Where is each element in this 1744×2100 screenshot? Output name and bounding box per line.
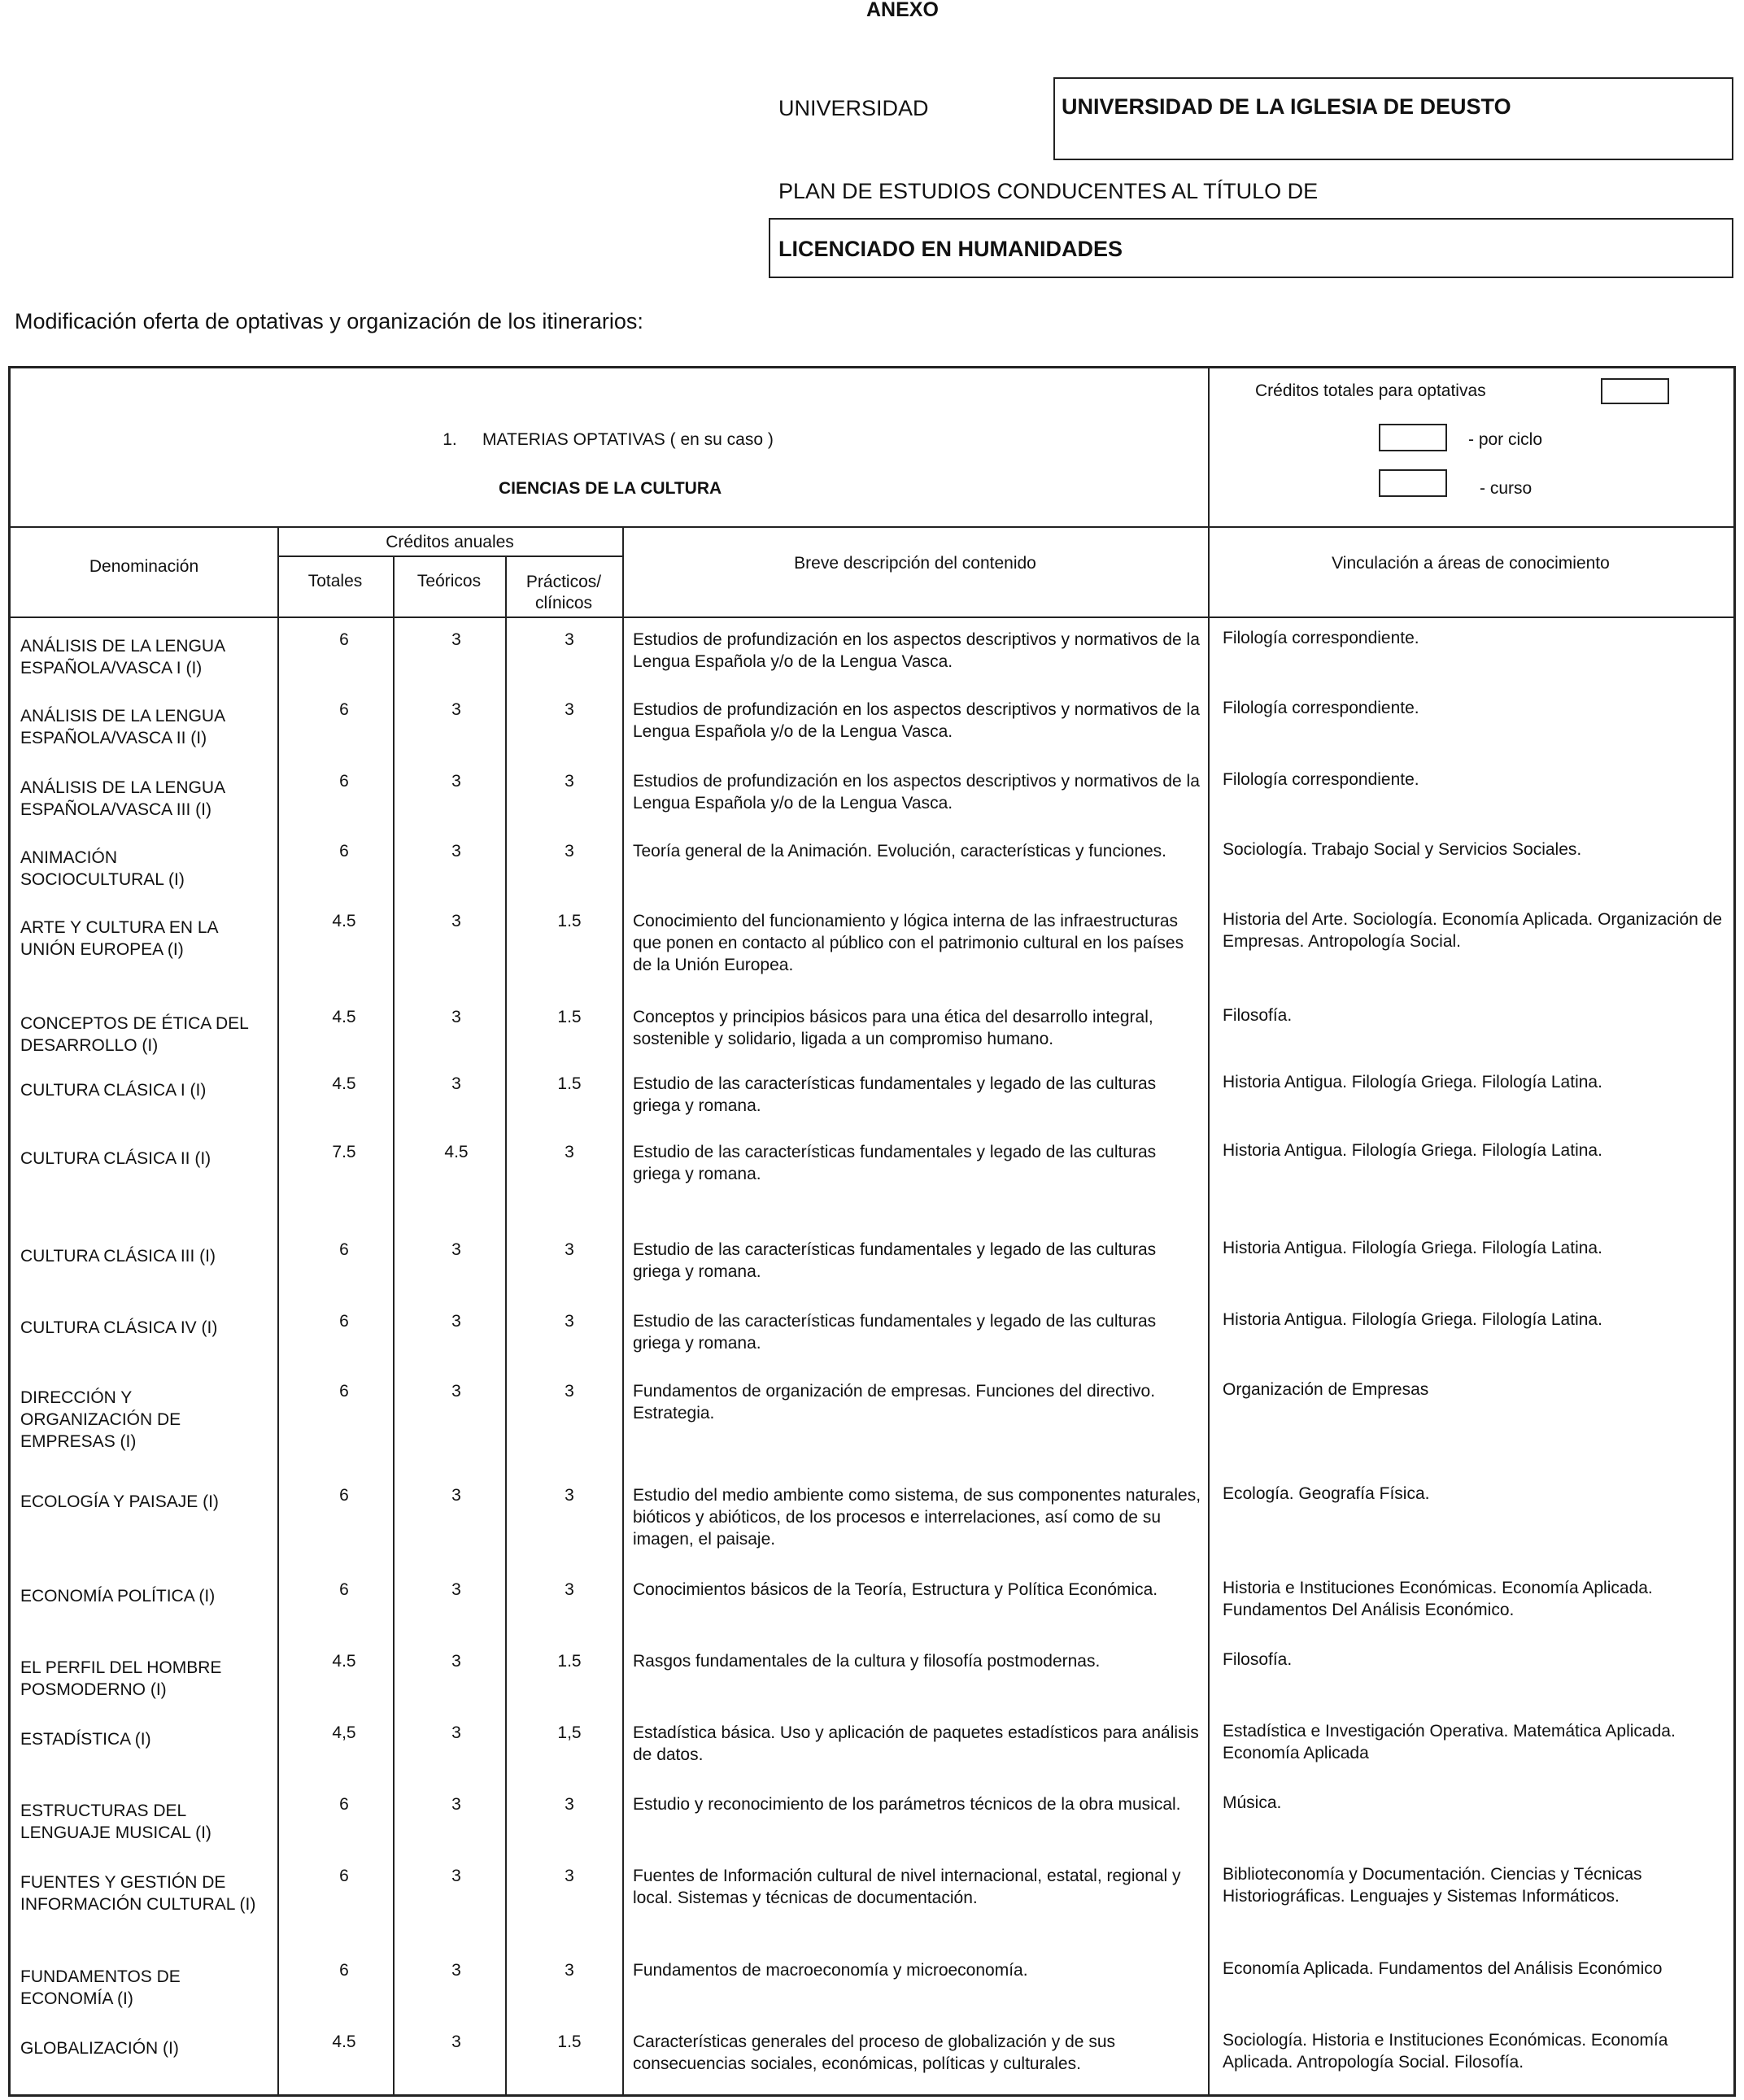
plan-label: PLAN DE ESTUDIOS CONDUCENTES AL TÍTULO DE xyxy=(778,179,1319,203)
credits-total: 4.5 xyxy=(332,1652,356,1671)
credits-total: 6 xyxy=(339,630,349,649)
credits-total: 6 xyxy=(339,842,349,860)
knowledge-area: Economía Aplicada. Fundamentos del Análisis Económico xyxy=(1223,1959,1663,1978)
knowledge-area: Filología correspondiente. xyxy=(1223,770,1419,789)
university-label: UNIVERSIDAD xyxy=(778,96,929,120)
credits-practice: 1.5 xyxy=(557,1008,582,1026)
course-description: Estudio de las características fundamentales y legado de las culturas griega y romana. xyxy=(633,1240,1157,1281)
credits-practice: 3 xyxy=(565,1867,574,1885)
materias-title: MATERIAS OPTATIVAS ( en su caso ) xyxy=(482,430,774,449)
course-name: ECONOMÍA POLÍTICA (I) xyxy=(20,1587,216,1605)
knowledge-area: Historia Antigua. Filología Griega. Filología Latina. xyxy=(1223,1239,1602,1257)
course-name: ANÁLISIS DE LA LENGUA ESPAÑOLA/VASCA III (I) xyxy=(20,778,225,819)
column-header-bottom xyxy=(11,616,1733,618)
credits-practice: 3 xyxy=(565,1795,574,1814)
col-denominacion: Denominación xyxy=(89,557,199,576)
course-name: CONCEPTOS DE ÉTICA DEL DESARROLLO (I) xyxy=(20,1014,249,1055)
col-divider-5 xyxy=(1208,526,1210,2094)
knowledge-area: Organización de Empresas xyxy=(1223,1380,1429,1399)
per-cycle-label: - por ciclo xyxy=(1468,430,1543,449)
course-description: Estadística básica. Uso y aplicación de paquetes estadísticos para análisis de datos. xyxy=(633,1723,1199,1764)
credits-total: 6 xyxy=(339,1382,349,1401)
course-name: ARTE Y CULTURA EN LA UNIÓN EUROPEA (I) xyxy=(20,918,218,959)
credits-practice: 1.5 xyxy=(557,912,582,930)
knowledge-area: Historia Antigua. Filología Griega. Filología Latina. xyxy=(1223,1141,1602,1160)
knowledge-area: Historia Antigua. Filología Griega. Filología Latina. xyxy=(1223,1073,1602,1091)
knowledge-area: Música. xyxy=(1223,1793,1282,1812)
credits-practice: 1.5 xyxy=(557,1074,582,1093)
credits-total: 6 xyxy=(339,1867,349,1885)
course-name: CULTURA CLÁSICA II (I) xyxy=(20,1149,211,1168)
knowledge-area: Filosofía. xyxy=(1223,1650,1293,1669)
credits-theory: 3 xyxy=(451,1240,461,1259)
knowledge-area: Sociología. Historia e Instituciones Económicas. Economía Aplicada. Antropología Social. Filosofía. xyxy=(1223,2031,1668,2072)
credits-theory: 3 xyxy=(451,1486,461,1505)
credits-practice: 1,5 xyxy=(557,1723,582,1742)
course-description: Conocimientos básicos de la Teoría, Estructura y Política Económica. xyxy=(633,1580,1158,1599)
course-name: CULTURA CLÁSICA I (I) xyxy=(20,1081,207,1100)
credits-total: 6 xyxy=(339,1961,349,1980)
credits-total: 6 xyxy=(339,1795,349,1814)
knowledge-area: Filología correspondiente. xyxy=(1223,629,1419,647)
course-name: EL PERFIL DEL HOMBRE POSMODERNO (I) xyxy=(20,1658,222,1699)
credits-practice: 3 xyxy=(565,1580,574,1599)
course-description: Conceptos y principios básicos para una ética del desarrollo integral, sostenible y solidario, ligada a un compromiso humano. xyxy=(633,1008,1153,1048)
course-name: ESTRUCTURAS DEL LENGUAJE MUSICAL (I) xyxy=(20,1802,211,1842)
credits-theory: 3 xyxy=(451,1652,461,1671)
credits-total: 4.5 xyxy=(332,1008,356,1026)
course-name: ANÁLISIS DE LA LENGUA ESPAÑOLA/VASCA I (I) xyxy=(20,637,225,677)
credits-total: 6 xyxy=(339,1580,349,1599)
per-course-box xyxy=(1379,469,1447,497)
credits-theory: 3 xyxy=(451,1312,461,1331)
credits-total: 4.5 xyxy=(332,1074,356,1093)
top-right-divider xyxy=(1208,368,1210,526)
course-description: Fundamentos de macroeconomía y microeconomía. xyxy=(633,1961,1028,1980)
credits-theory: 3 xyxy=(451,1867,461,1885)
courses-table xyxy=(8,366,1736,2097)
course-description: Conocimiento del funcionamiento y lógica interna de las infraestructuras que ponen en contacto al público con el patrimonio cultural en los países de la Unión Europea. xyxy=(633,912,1184,974)
credits-theory: 4.5 xyxy=(444,1143,469,1161)
header-divider xyxy=(11,526,1733,528)
modification-note: Modificación oferta de optativas y organización de los itinerarios: xyxy=(15,309,643,333)
credits-total: 7.5 xyxy=(332,1143,356,1161)
credits-total: 4.5 xyxy=(332,912,356,930)
col-divider-4 xyxy=(622,526,624,2094)
course-name: FUNDAMENTOS DE ECONOMÍA (I) xyxy=(20,1967,181,2008)
course-name: DIRECCIÓN Y ORGANIZACIÓN DE EMPRESAS (I) xyxy=(20,1388,181,1451)
annex-title: ANEXO xyxy=(866,0,939,21)
credits-theory: 3 xyxy=(451,2032,461,2051)
university-name: UNIVERSIDAD DE LA IGLESIA DE DEUSTO xyxy=(1062,94,1511,119)
total-credits-label: Créditos totales para optativas xyxy=(1255,381,1486,400)
credits-practice: 3 xyxy=(565,1382,574,1401)
course-description: Estudios de profundización en los aspectos descriptivos y normativos de la Lengua Española y/o de la Lengua Vasca. xyxy=(633,700,1200,741)
credits-total: 6 xyxy=(339,1486,349,1505)
col-creditos-anuales: Créditos anuales xyxy=(386,533,514,551)
credits-practice: 1.5 xyxy=(557,1652,582,1671)
course-description: Características generales del proceso de globalización y de sus consecuencias sociales, económicas, políticas y culturales. xyxy=(633,2032,1115,2073)
credits-theory: 3 xyxy=(451,1723,461,1742)
credits-practice: 3 xyxy=(565,1486,574,1505)
credits-total: 6 xyxy=(339,700,349,719)
credits-theory: 3 xyxy=(451,1795,461,1814)
course-description: Estudio de las características fundamentales y legado de las culturas griega y romana. xyxy=(633,1074,1157,1115)
credits-practice: 3 xyxy=(565,1240,574,1259)
credits-total: 4.5 xyxy=(332,2032,356,2051)
credits-practice: 3 xyxy=(565,1312,574,1331)
course-description: Estudio de las características fundamentales y legado de las culturas griega y romana. xyxy=(633,1143,1157,1183)
course-description: Estudio del medio ambiente como sistema, de sus componentes naturales, bióticos y abióticos, de los procesos e interrelaciones, así como de su imagen, el paisaje. xyxy=(633,1486,1201,1549)
credits-theory: 3 xyxy=(451,1961,461,1980)
knowledge-area: Sociología. Trabajo Social y Servicios Sociales. xyxy=(1223,840,1582,859)
col-descripcion: Breve descripción del contenido xyxy=(794,554,1036,573)
per-cycle-box xyxy=(1379,424,1447,451)
course-description: Estudios de profundización en los aspectos descriptivos y normativos de la Lengua Española y/o de la Lengua Vasca. xyxy=(633,772,1200,813)
credits-practice: 3 xyxy=(565,842,574,860)
credits-theory: 3 xyxy=(451,1074,461,1093)
col-vinculacion: Vinculación a áreas de conocimiento xyxy=(1332,554,1610,573)
course-name: CULTURA CLÁSICA III (I) xyxy=(20,1247,216,1266)
credits-total: 6 xyxy=(339,772,349,791)
credits-practice: 3 xyxy=(565,630,574,649)
knowledge-area: Filología correspondiente. xyxy=(1223,699,1419,717)
col-practicos: Prácticos/ clínicos xyxy=(525,573,602,612)
knowledge-area: Estadística e Investigación Operativa. Matemática Aplicada. Economía Aplicada xyxy=(1223,1722,1676,1762)
credits-theory: 3 xyxy=(451,630,461,649)
course-name: FUENTES Y GESTIÓN DE INFORMACIÓN CULTURAL (I) xyxy=(20,1873,256,1914)
knowledge-area: Historia e Instituciones Económicas. Economía Aplicada. Fundamentos Del Análisis Económico. xyxy=(1223,1579,1653,1619)
col-teoricos: Teóricos xyxy=(416,572,482,590)
credits-practice: 3 xyxy=(565,1961,574,1980)
col-divider-1 xyxy=(277,526,279,2094)
col-totales: Totales xyxy=(307,572,363,590)
course-name: ECOLOGÍA Y PAISAJE (I) xyxy=(20,1492,219,1511)
course-description: Fundamentos de organización de empresas. Funciones del directivo. Estrategia. xyxy=(633,1382,1156,1423)
course-description: Rasgos fundamentales de la cultura y filosofía postmodernas. xyxy=(633,1652,1101,1671)
course-description: Teoría general de la Animación. Evolución, características y funciones. xyxy=(633,842,1167,860)
knowledge-area: Historia Antigua. Filología Griega. Filología Latina. xyxy=(1223,1310,1602,1329)
credits-theory: 3 xyxy=(451,912,461,930)
credits-subdivider xyxy=(277,555,622,557)
credits-theory: 3 xyxy=(451,842,461,860)
course-name: ANÁLISIS DE LA LENGUA ESPAÑOLA/VASCA II (I) xyxy=(20,707,225,747)
course-name: CULTURA CLÁSICA IV (I) xyxy=(20,1318,218,1337)
credits-total: 4,5 xyxy=(332,1723,356,1742)
credits-practice: 3 xyxy=(565,700,574,719)
course-name: ANIMACIÓN SOCIOCULTURAL (I) xyxy=(20,848,185,889)
credits-total: 6 xyxy=(339,1312,349,1331)
course-description: Estudios de profundización en los aspectos descriptivos y normativos de la Lengua Española y/o de la Lengua Vasca. xyxy=(633,630,1200,671)
knowledge-area: Ecología. Geografía Física. xyxy=(1223,1484,1430,1503)
section-title: CIENCIAS DE LA CULTURA xyxy=(499,479,722,498)
per-course-label: - curso xyxy=(1480,479,1533,498)
credits-practice: 1.5 xyxy=(557,2032,582,2051)
credits-theory: 3 xyxy=(451,772,461,791)
course-description: Estudio y reconocimiento de los parámetros técnicos de la obra musical. xyxy=(633,1795,1181,1814)
credits-practice: 3 xyxy=(565,772,574,791)
course-description: Estudio de las características fundamentales y legado de las culturas griega y romana. xyxy=(633,1312,1157,1353)
knowledge-area: Biblioteconomía y Documentación. Ciencias y Técnicas Historiográficas. Lenguajes y Sistemas Informáticos. xyxy=(1223,1865,1642,1906)
credits-theory: 3 xyxy=(451,700,461,719)
course-name: ESTADÍSTICA (I) xyxy=(20,1730,151,1749)
knowledge-area: Filosofía. xyxy=(1223,1006,1293,1025)
credits-total: 6 xyxy=(339,1240,349,1259)
credits-practice: 3 xyxy=(565,1143,574,1161)
materias-number: 1. xyxy=(443,430,457,449)
credits-theory: 3 xyxy=(451,1580,461,1599)
total-credits-box xyxy=(1601,378,1669,404)
credits-theory: 3 xyxy=(451,1382,461,1401)
course-name: GLOBALIZACIÓN (I) xyxy=(20,2039,179,2058)
degree-title: LICENCIADO EN HUMANIDADES xyxy=(778,237,1123,261)
course-description: Fuentes de Información cultural de nivel internacional, estatal, regional y local. Sistemas y técnicas de documentación. xyxy=(633,1867,1181,1907)
knowledge-area: Historia del Arte. Sociología. Economía Aplicada. Organización de Empresas. Antropología Social. xyxy=(1223,910,1723,951)
credits-theory: 3 xyxy=(451,1008,461,1026)
